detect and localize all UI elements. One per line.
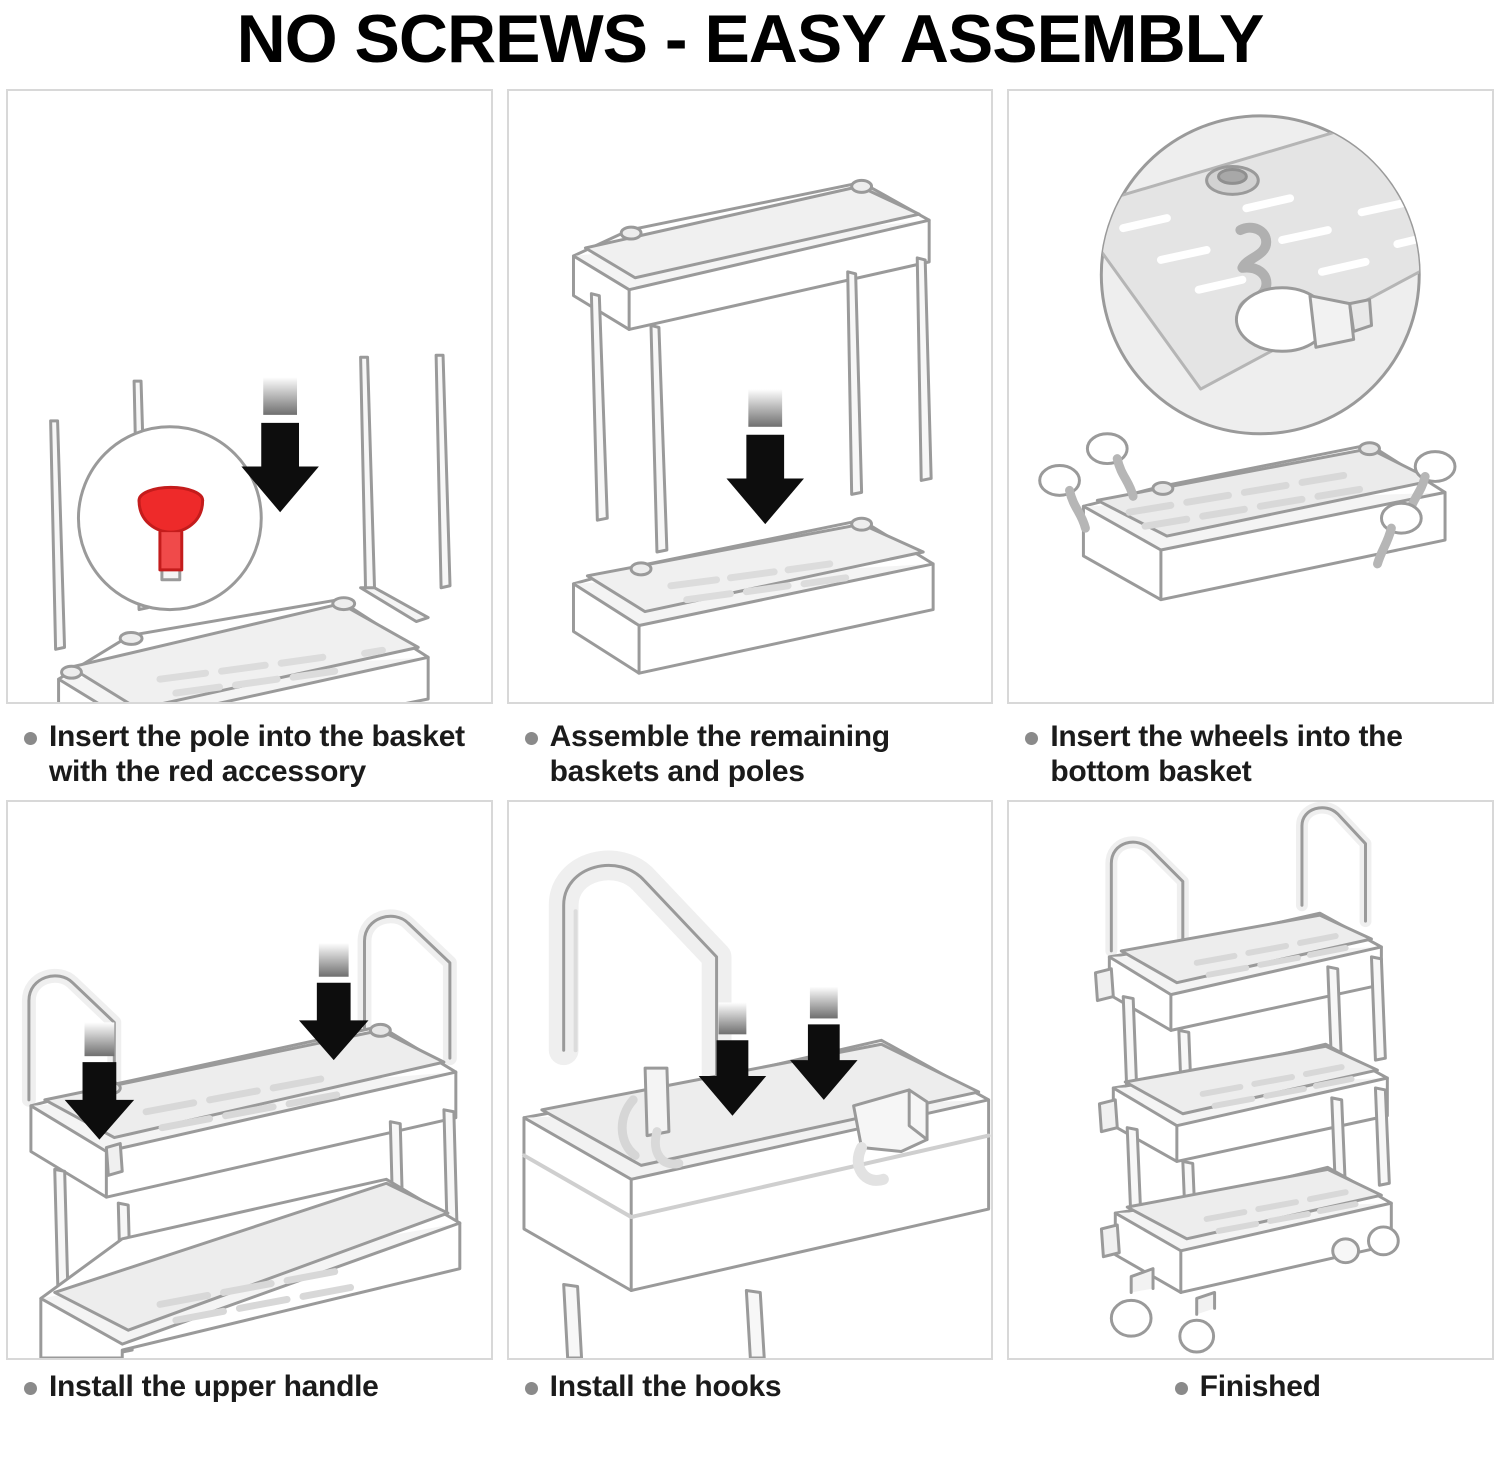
step-1-caption: [6, 704, 493, 790]
bullet-icon: [24, 1382, 37, 1395]
pole: [847, 272, 861, 495]
pole: [591, 294, 607, 521]
handle: [563, 865, 716, 1099]
step-3-illustration: [1007, 89, 1494, 704]
wheel: [1333, 1239, 1359, 1263]
down-arrow-icon: [726, 389, 803, 524]
step-4: [6, 800, 493, 1412]
pole: [361, 358, 375, 590]
page-title: NO SCREWS - EASY ASSEMBLY: [236, 1, 1264, 77]
step-3: [1007, 89, 1494, 790]
middle-basket: [41, 1179, 460, 1358]
step-4-illustration: [6, 800, 493, 1360]
magnifier-circle-icon: [1072, 116, 1479, 434]
step-6-caption-text: Finished: [1199, 1369, 1321, 1403]
pole: [746, 1290, 764, 1358]
wheel: [1369, 1227, 1399, 1255]
bullet-icon: [1025, 732, 1038, 745]
upper-basket: [573, 181, 929, 330]
bullet-icon: [1175, 1382, 1188, 1395]
step-3-caption: [1007, 704, 1494, 790]
step-5-caption-text: Install the hooks: [549, 1369, 782, 1403]
basket: [59, 598, 429, 702]
wheel: [1088, 434, 1134, 497]
pole: [51, 421, 65, 650]
handle: [1302, 808, 1366, 921]
step-3-caption-text: Insert the wheels into the bottom basket: [1050, 720, 1403, 789]
pole: [563, 1285, 581, 1358]
step-1: [6, 89, 493, 790]
wheel: [1040, 466, 1086, 529]
step-2-illustration: [507, 89, 994, 704]
pole: [1372, 957, 1386, 1060]
bullet-icon: [24, 732, 37, 745]
step-6-illustration: [1007, 800, 1494, 1360]
step-5-illustration: [507, 800, 994, 1360]
step-1-caption-text: Insert the pole into the basket with the red accessory: [49, 720, 465, 789]
step-2: [507, 89, 994, 790]
lower-basket: [573, 519, 933, 674]
step-4-caption: [6, 1360, 493, 1412]
step-2-caption-text: Assemble the remaining baskets and poles: [549, 720, 890, 789]
step-4-caption-text: Install the upper handle: [49, 1369, 379, 1403]
pole: [1376, 1088, 1390, 1185]
magnifier-circle-icon: [78, 427, 261, 610]
steps-grid: [0, 89, 1500, 1412]
bullet-icon: [525, 732, 538, 745]
step-6: [1007, 800, 1494, 1412]
side-rail: [361, 588, 429, 622]
pole: [436, 356, 450, 588]
step-6-caption: [1007, 1360, 1494, 1412]
step-1-illustration: [6, 89, 493, 704]
wheel: [1112, 1269, 1154, 1337]
pole: [917, 258, 931, 481]
pole: [651, 326, 667, 553]
step-5-caption: [507, 1360, 994, 1412]
step-5: [507, 800, 994, 1412]
bullet-icon: [525, 1382, 538, 1395]
step-2-caption: [507, 704, 994, 790]
wheel: [1180, 1292, 1215, 1352]
